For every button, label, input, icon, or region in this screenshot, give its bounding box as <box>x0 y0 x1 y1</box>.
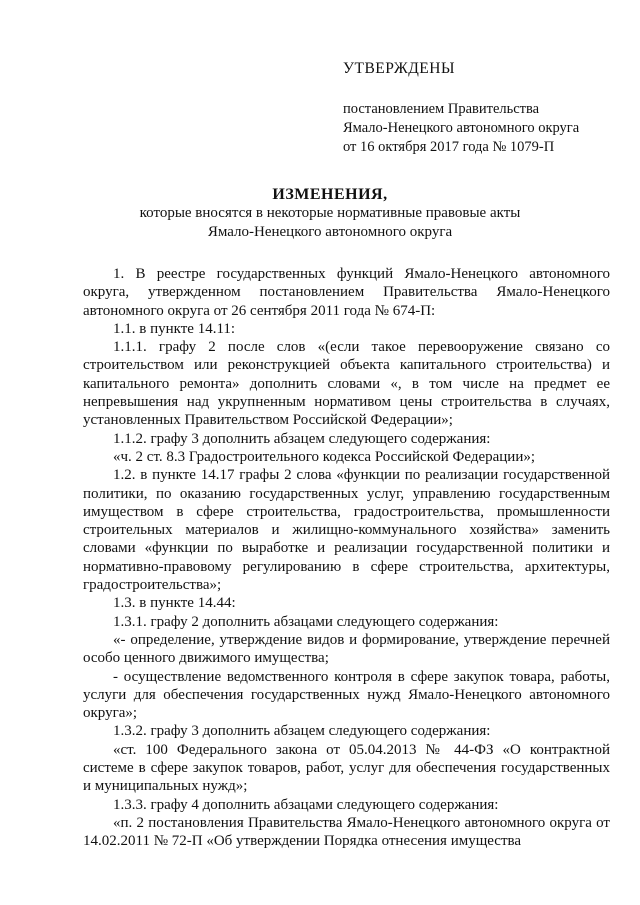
paragraph: 1.1. в пункте 14.11: <box>113 320 236 337</box>
paragraph: - осуществление ведомственного контроля в сфере закупок товара, работы, услуги для обеспечения государственных нужд Ямало-Ненецкого автономного округа»; <box>83 668 610 722</box>
paragraph: 1.1.1. графу 2 после слов «(если такое перевооружение связано со строительством или реконструкцией объекта капитального строительства) и капитального ремонта» дополнить словами «, в том числе на предмет ее непревышения над укрупненным нормативом цены строительства в случаях, установленных Правительством Российской Федерации»; <box>83 339 610 429</box>
paragraph: 1.3.2. графу 3 дополнить абзацем следующего содержания: <box>113 723 491 740</box>
approval-line: от 16 октября 2017 года № 1079-П <box>343 139 555 155</box>
paragraph: «ст. 100 Федерального закона от 05.04.2013 № 44-ФЗ «О контрактной системе в сфере закупок товаров, работ, услуг для обеспечения государственных и муниципальных нужд»; <box>83 741 610 795</box>
approval-line: постановлением Правительства <box>343 101 540 117</box>
paragraph: «ч. 2 ст. 8.3 Градостроительного кодекса Российской Федерации»; <box>113 448 536 465</box>
approval-line: Ямало-Ненецкого автономного округа <box>343 120 580 136</box>
paragraph: 1.3.1. графу 2 дополнить абзацами следующего содержания: <box>113 613 499 630</box>
approval-title: УТВЕРЖДЕНЫ <box>343 60 455 77</box>
approval-block <box>343 60 613 157</box>
paragraph: 1.3.3. графу 4 дополнить абзацами следующего содержания: <box>113 796 499 813</box>
document-heading <box>60 185 600 242</box>
document-title: ИЗМЕНЕНИЯ, <box>272 186 388 203</box>
paragraph: 1. В реестре государственных функций Ямало-Ненецкого автономного округа, утвержденном постановлением Правительства Ямало-Ненецкого автономного округа от 26 сентября 2011 года № 674-П: <box>83 266 610 319</box>
paragraph: «п. 2 постановления Правительства Ямало-Ненецкого автономного округа от 14.02.2011 № 72-П «Об утверждении Порядка отнесения имущества <box>83 814 610 850</box>
document-subtitle-line: Ямало-Ненецкого автономного округа <box>207 224 453 240</box>
paragraph: 1.2. в пункте 14.17 графы 2 слова «функции по реализации государственной политики, по оказанию государственных услуг, управлению государственным имуществом в сфере строительства, градостроительства, промышленности строительных материалов и жилищно-коммунального хозяйства» заменить словами «функции по выработке и реализации государственной политики и нормативно-правовому регулированию в сфере строительства, архитектуры, градостроительства»; <box>83 467 610 594</box>
paragraph: 1.3. в пункте 14.44: <box>113 595 236 612</box>
document-subtitle-line: которые вносятся в некоторые нормативные правовые акты <box>139 205 521 221</box>
paragraph: «- определение, утверждение видов и формирование, утверждение перечней особо ценного движимого имущества; <box>83 631 610 667</box>
paragraph: 1.1.2. графу 3 дополнить абзацем следующего содержания: <box>113 430 491 447</box>
document-body <box>83 265 610 851</box>
